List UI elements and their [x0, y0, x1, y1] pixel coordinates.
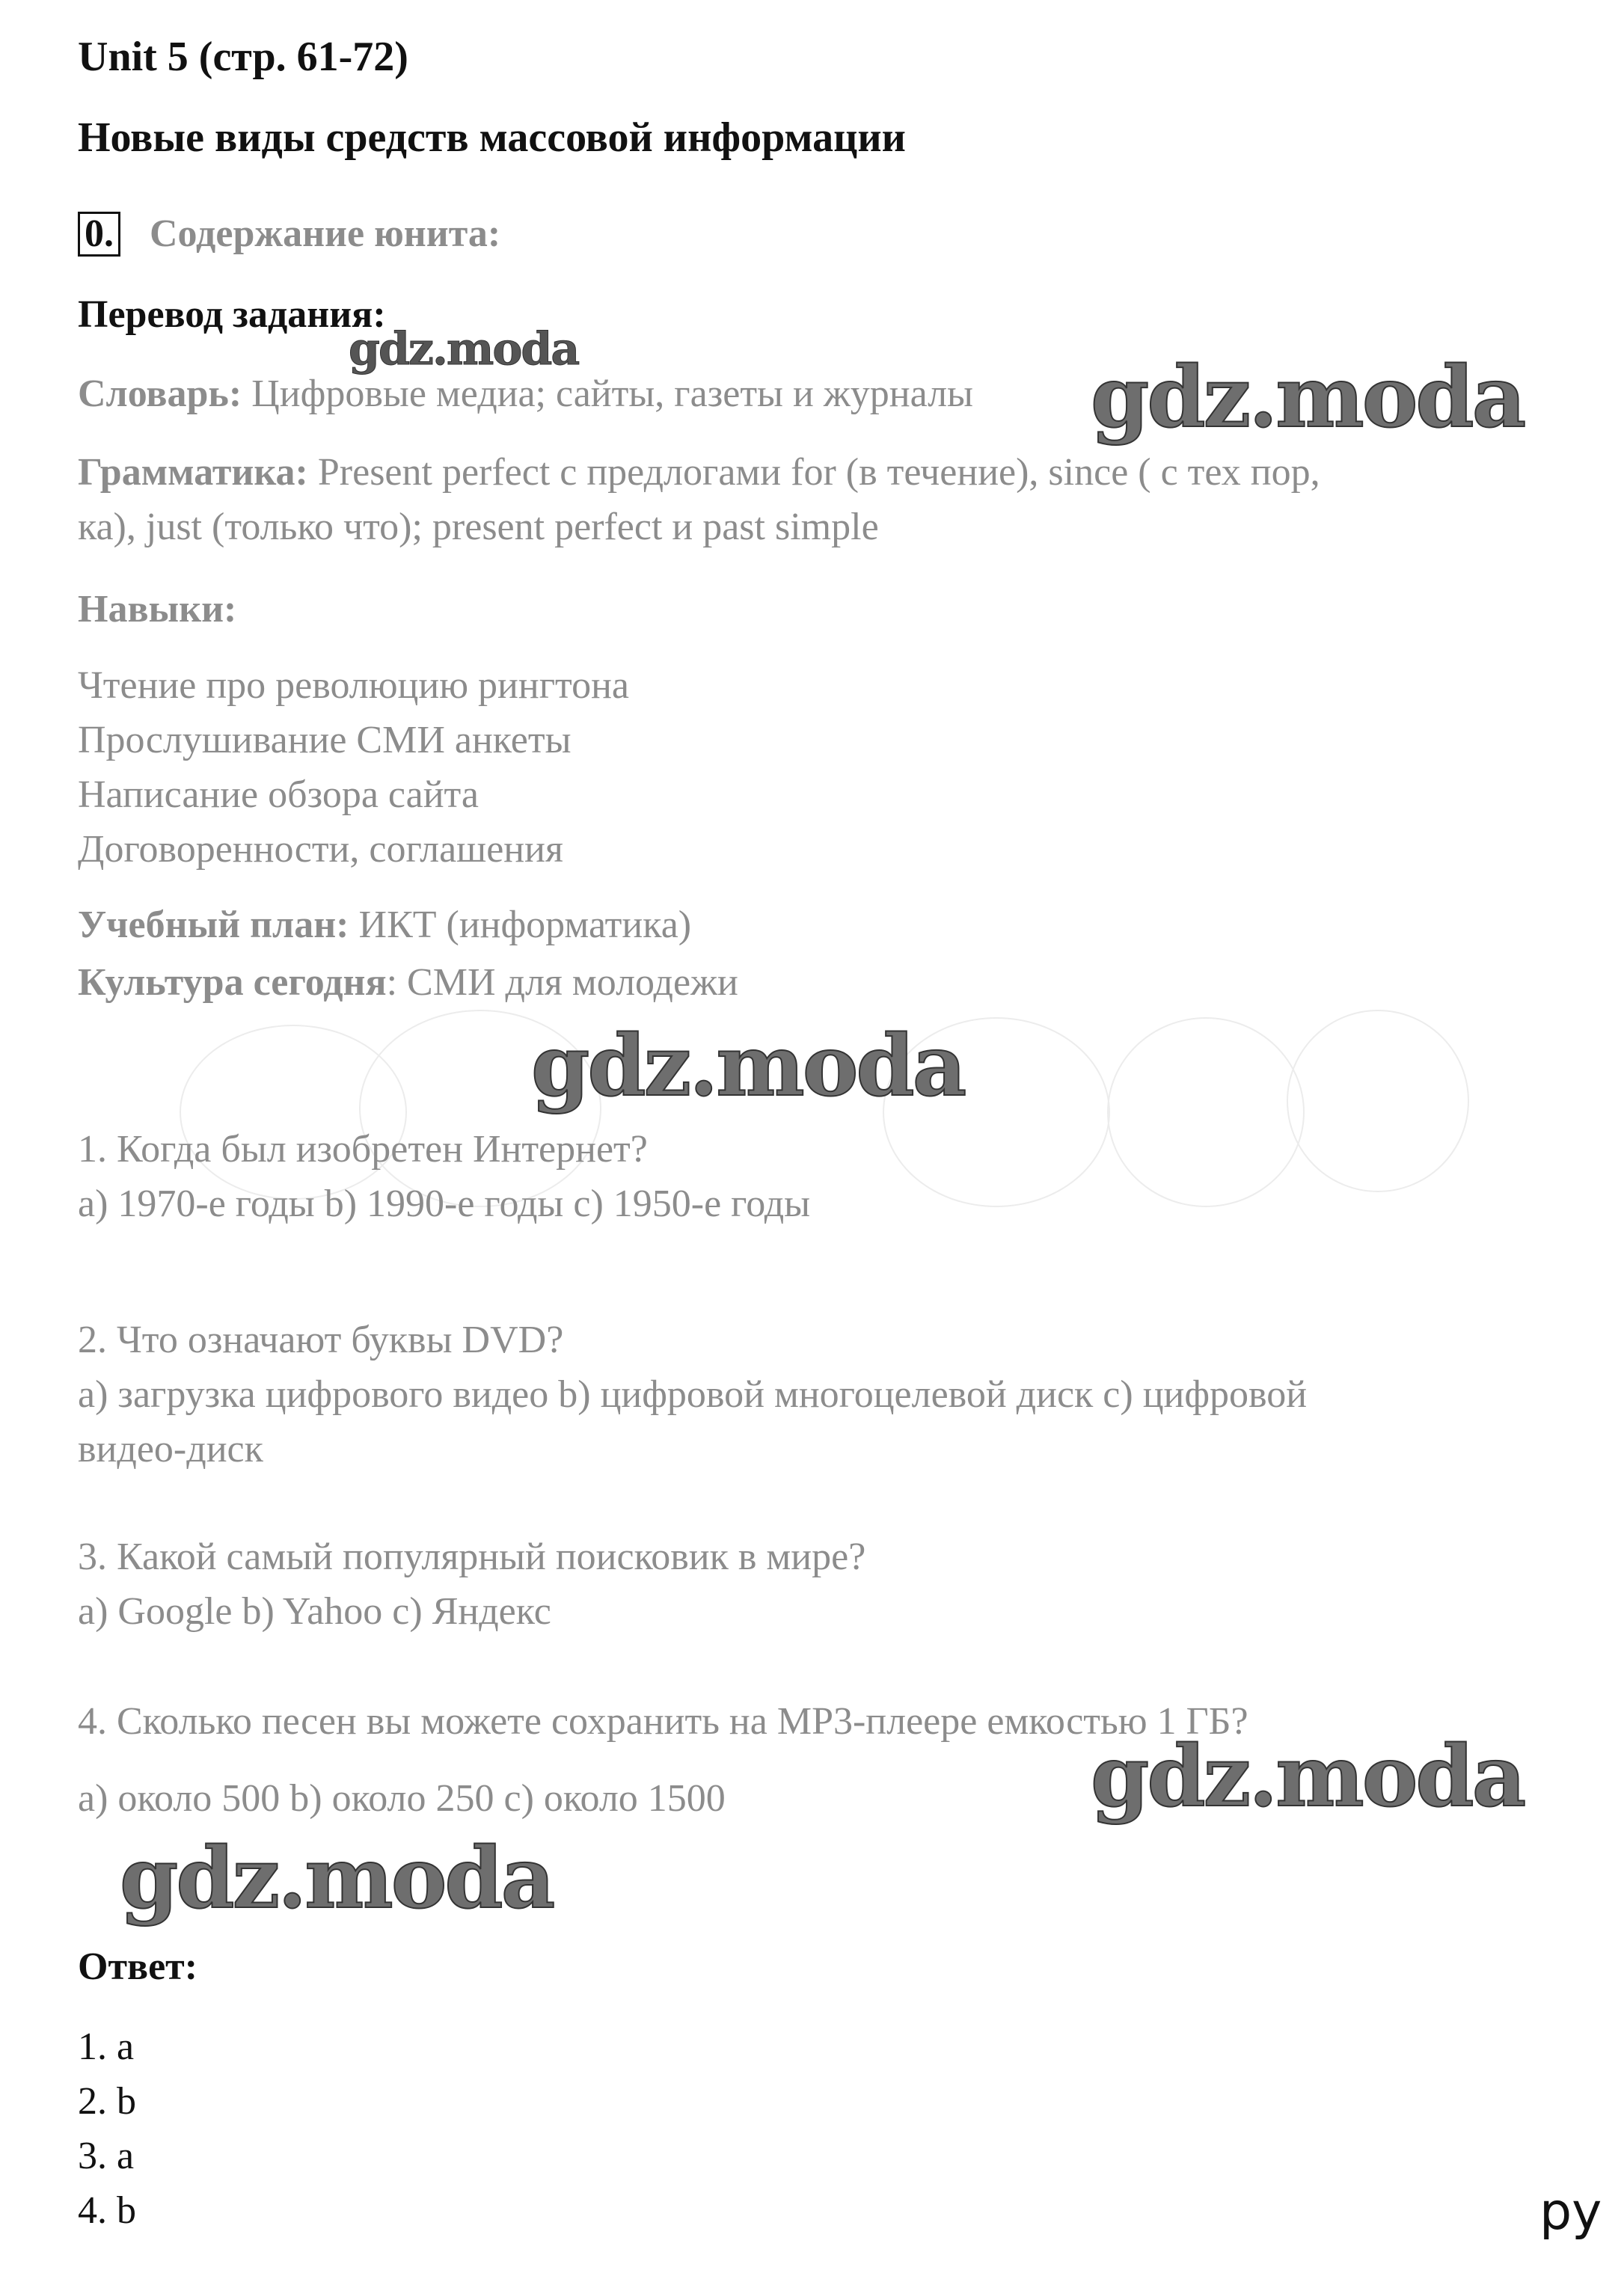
- curriculum-label: Учебный план:: [78, 904, 349, 946]
- vocabulary-text: Цифровые медиа; сайты, газеты и журналы: [242, 372, 973, 415]
- section-number-box: 0.: [78, 212, 120, 257]
- grammar-line-2: ка), just (только что); present perfect и past simple: [78, 506, 879, 548]
- answer-list: [78, 2019, 136, 2238]
- culture-text: : СМИ для молодежи: [386, 961, 738, 1004]
- decorative-circle: [1287, 1010, 1469, 1192]
- list-item: 4. b: [78, 2189, 136, 2232]
- list-item: 1. a: [78, 2025, 135, 2068]
- culture-label: Культура сегодня: [78, 961, 387, 1004]
- page-title: Новые виды средств массовой информации: [78, 114, 906, 161]
- question-options: a) Google b) Yahoo c) Яндекс: [78, 1590, 551, 1633]
- list-item: Написание обзора сайта: [78, 773, 479, 816]
- watermark: gdz.moda: [1091, 1728, 1525, 1826]
- vocabulary-label: Словарь:: [78, 372, 242, 415]
- grammar-line-1: [78, 445, 1320, 500]
- list-item: 2. b: [78, 2080, 136, 2123]
- grammar-text-1: Present perfect с предлогами for (в течение), since ( с тех пор,: [307, 451, 1320, 494]
- unit-heading: Unit 5 (стр. 61-72): [78, 34, 408, 80]
- question-1: [78, 1122, 810, 1231]
- list-item: Договоренности, соглашения: [78, 828, 563, 871]
- curriculum-line: [78, 898, 691, 952]
- watermark: gdz.moda: [531, 1017, 965, 1115]
- list-item: 3. a: [78, 2135, 135, 2177]
- question-text: 1. Когда был изобретен Интернет?: [78, 1128, 648, 1171]
- list-item: Прослушивание СМИ анкеты: [78, 719, 572, 761]
- watermark: gdz.moda: [1091, 349, 1525, 447]
- question-2: [78, 1313, 1307, 1476]
- watermark: gdz.moda: [120, 1829, 554, 1927]
- question-4: [78, 1694, 1248, 1826]
- question-options: a) около 500 b) около 250 c) около 1500: [78, 1777, 726, 1820]
- skills-label: Навыки:: [78, 588, 237, 631]
- question-3: [78, 1530, 865, 1639]
- grammar-label: Грамматика:: [78, 451, 308, 494]
- corner-mark: ру: [1539, 2183, 1602, 2242]
- section-header: [78, 206, 500, 261]
- question-text: 3. Какой самый популярный поисковик в мире?: [78, 1536, 866, 1578]
- question-options: a) 1970-е годы b) 1990-е годы c) 1950-е годы: [78, 1183, 811, 1225]
- question-options-cont: видео-диск: [78, 1428, 263, 1470]
- watermark: gdz.moda: [349, 323, 579, 375]
- section-label: Содержание юнита:: [150, 212, 501, 255]
- list-item: Чтение про революцию рингтона: [78, 664, 629, 707]
- culture-line: [78, 955, 738, 1010]
- question-text: 2. Что означают буквы DVD?: [78, 1319, 564, 1361]
- question-options: a) загрузка цифрового видео b) цифровой многоцелевой диск c) цифровой: [78, 1373, 1308, 1416]
- skills-list: [78, 658, 629, 877]
- question-text: 4. Сколько песен вы можете сохранить на MP3-плеере емкостью 1 ГБ?: [78, 1700, 1248, 1743]
- curriculum-text: ИКТ (информатика): [349, 904, 692, 946]
- answer-heading: Ответ:: [78, 1945, 198, 1988]
- decorative-circle: [1107, 1017, 1305, 1207]
- translation-heading: Перевод задания:: [78, 293, 386, 336]
